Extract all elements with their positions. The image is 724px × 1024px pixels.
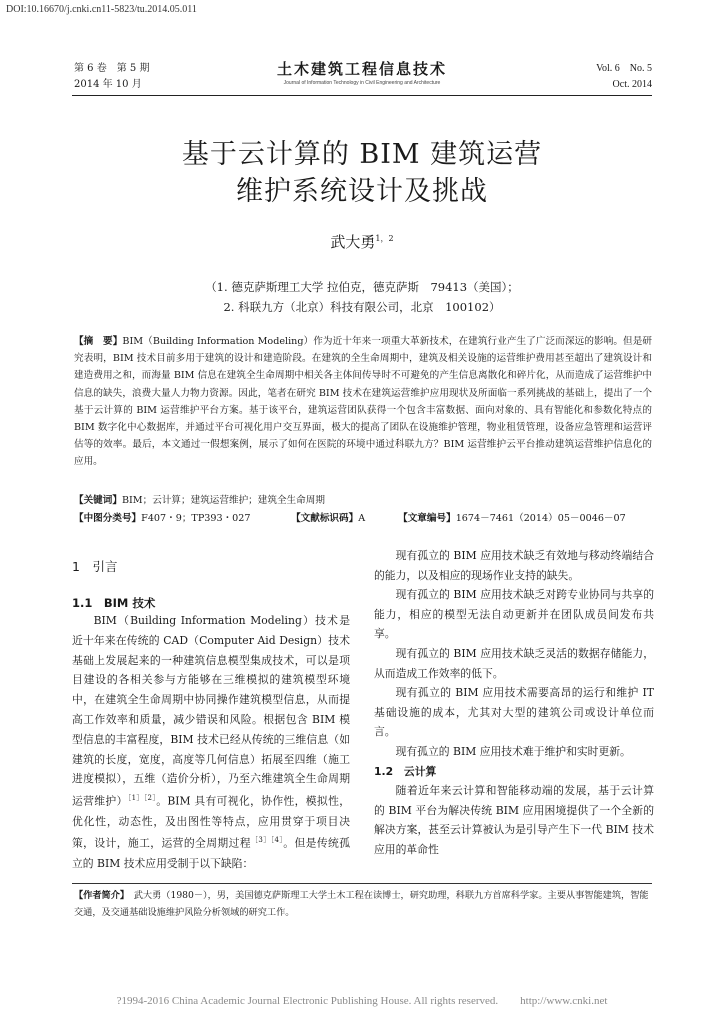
citation-3-4: ［3］［4］ (251, 836, 284, 845)
date-cn: 2014 年 10 月 (74, 79, 142, 90)
paragraph-bim-text-3: 。但是传统孤立的 BIM 技术应用受制于以下缺陷： (72, 836, 350, 870)
doc-code-value: A (358, 513, 366, 524)
affiliation-2: 2. 科联九方（北京）科技有限公司，北京 100102） (223, 300, 501, 314)
clc-label: 【中图分类号】 (74, 513, 142, 524)
abstract-text: BIM（Building Information Modeling）作为近十年来一项重大革新技术，在建筑行业产生了广泛而深远的影响。但是研究表明，BIM 技术目前多用于建筑的设计和建造阶段。在建筑的全生命周期中，建筑及相关设施的运营维护费用甚至超出了建筑设计和建造费用之和，而海量 BIM 信息在建筑全生命周期中相关各主体间传导时不可避免的产生信息离散化和碎片化，从而造成了运营维护中信息的缺失，浪费大量人力物力资源。因此，笔者在研究 BIM 技术在建筑运营维护应用现状及所面临一系列挑战的基础上，提出了一个基于云计算的 BIM 运营维护平台方案。基于该平台，建筑运营团队获得一个包含丰富数据、面向对象的、具有智能化和参数化特点的 BIM 数字化中心数据库，并通过平台可视化用户交互界面，极大的提高了团队在设施维护管理，物业租赁管理，设备应急管理和运营评估等的效率。最后，本文通过一假想案例，展示了如何在医院的环境中通过科联九方？BIM 运营维护云平台推动建筑运营维护信息化的应用。 (74, 336, 653, 468)
keywords-label: 【关键词】 (74, 495, 122, 506)
date-en: Oct. 2014 (612, 79, 652, 90)
header-right (596, 61, 652, 93)
doc-code-label: 【文献标识码】 (291, 513, 359, 524)
footnote-text: 武大勇（1980－），男，美国德克萨斯理工大学土木工程在读博士，研究助理，科联九方首席科学家。主要从事智能建筑，智能交通，及交通基础设施维护风险分析领域的研究工作。 (74, 890, 649, 918)
affiliation-1: （1. 德克萨斯理工大学 拉伯克，德克萨斯 79413（美国）； (205, 280, 519, 294)
left-column (72, 611, 350, 874)
author-affil-sup: 1，2 (375, 234, 394, 243)
paragraph-bim-text-2: 。BIM 具有可视化，协作性，模拟性，优化性，动态性，及出图性等特点，应用贯穿于项目决策，设计，施工，运营的全周期过程 (72, 794, 351, 850)
clc-value: F407・9；TP393・027 (141, 513, 251, 524)
copyright-line: ?1994-2016 China Academic Journal Electronic Publishing House. All rights reserved. http://www.cnki.net (116, 995, 608, 1007)
title-line-2: 维护系统设计及挑战 (236, 176, 488, 207)
author-name: 武大勇 (330, 233, 376, 251)
keywords (74, 492, 652, 509)
volume-en: Vol. 6 No. 5 (596, 63, 652, 74)
defect-4: 现有孤立的 BIM 应用技术需要高昂的运行和维护 IT 基础设施的成本，尤其对大型的建筑公司或设计单位而言。 (374, 686, 654, 739)
article-no-label: 【文章编号】 (398, 513, 456, 524)
journal-title-cn: 土木建筑工程信息技术 (276, 60, 447, 78)
defect-5: 现有孤立的 BIM 应用技术难于维护和实时更新。 (395, 744, 631, 758)
section-heading-1-2: 1.2 云计算 (374, 764, 437, 778)
article-no-value: 1674－7461（2014）05－0046－07 (455, 513, 626, 524)
defect-3: 现有孤立的 BIM 应用技术缺乏灵活的数据存储能力，从而造成工作效率的低下。 (374, 646, 654, 680)
journal-title-en: Journal of Information Technology in Civil Engineering and Architecture (283, 80, 441, 86)
paragraph-bim (72, 611, 350, 874)
paper-title (0, 136, 724, 210)
classification-line (74, 510, 652, 527)
doi-line: DOI:10.16670/j.cnki.cn11-5823/tu.2014.05.011 (6, 4, 197, 15)
defect-2: 现有孤立的 BIM 应用技术缺乏对跨专业协同与共享的能力，相应的模型无法自动更新并在团队成员间发布共享。 (374, 588, 654, 641)
footnote-label: 【作者简介】 (74, 890, 125, 901)
citation-1-2: ［1］［2］ (127, 794, 157, 803)
title-line-1: 基于云计算的 BIM 建筑运营 (181, 139, 543, 170)
abstract-label: 【摘 要】 (74, 336, 123, 347)
defect-1: 现有孤立的 BIM 应用技术缺乏有效地与移动终端结合的能力，以及相应的现场作业支持的缺失。 (374, 549, 654, 582)
author-bio-footnote (74, 887, 652, 921)
section-heading-1: 1 引言 (72, 559, 118, 574)
section-heading-1-1: 1.1 BIM 技术 (72, 596, 156, 610)
right-column (374, 546, 654, 860)
volume-cn: 第 6 卷 第 5 期 (74, 63, 150, 74)
paragraph-cloud: 随着近年来云计算和智能移动端的发展，基于云计算的 BIM 平台为解决传统 BIM 应用困境提供了一个全新的解决方案，甚至云计算被认为是引导产生下一代 BIM 技术应用的革命性 (374, 784, 654, 856)
paragraph-bim-text: BIM（Building Information Modeling）技术是近十年来在传统的 CAD（Computer Aid Design）技术基础上发展起来的一种建筑信息模型集成技术，可以是项目建设的各相关参与方能够在三维模拟的建筑模型环境中，在建筑全生命周期中协同操作建筑模型信息，从而提高工作效率和质量，减少错误和风险。根据包含 BIM 模型信息的丰富程度，BIM 技术已经从传统的三维信息（如建筑的长度，宽度，高度等几何信息）拓展至四维（施工进度模拟），五维（造价分析），乃至六维建筑全生命周期运营维护） (72, 614, 350, 808)
author (0, 231, 724, 252)
affiliations (0, 277, 724, 317)
header-rule (72, 95, 652, 96)
abstract (74, 333, 652, 471)
footnote-rule (72, 883, 652, 884)
keywords-text: BIM；云计算；建筑运营维护；建筑全生命周期 (121, 495, 325, 506)
